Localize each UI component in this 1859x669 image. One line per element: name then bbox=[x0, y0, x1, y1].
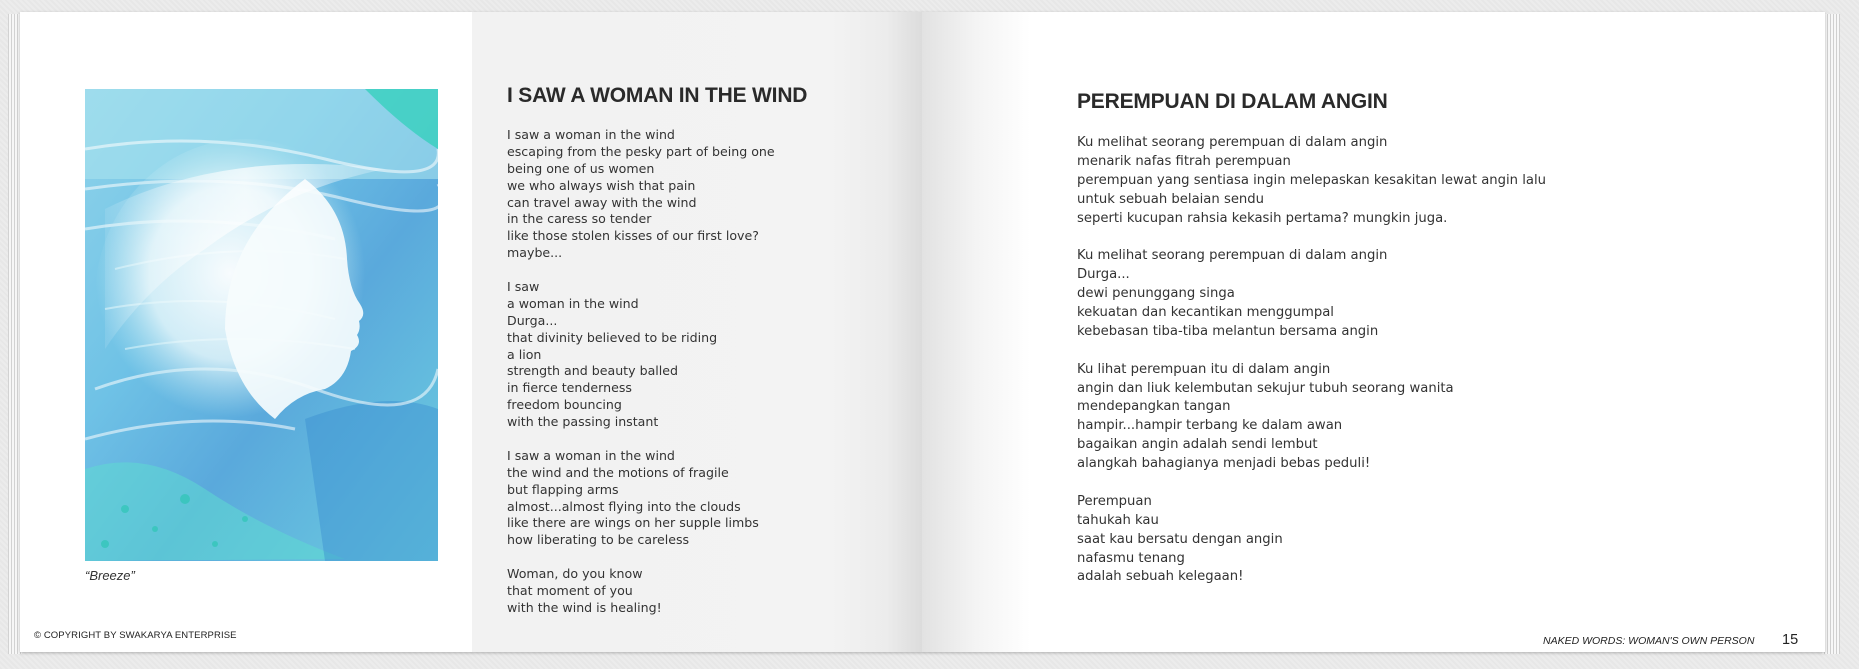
poem-stanza bbox=[507, 448, 775, 549]
poem-line: perempuan yang sentiasa ingin melepaskan kesakitan lewat angin lalu bbox=[1077, 172, 1546, 188]
poem-line: Ku melihat seorang perempuan di dalam angin bbox=[1077, 248, 1388, 264]
malay-poem bbox=[1077, 134, 1546, 606]
poem-line: Ku melihat seorang perempuan di dalam angin bbox=[1077, 135, 1388, 150]
poem-line: almost...almost flying into the clouds bbox=[507, 498, 741, 514]
poem-line: escaping from the pesky part of being one bbox=[507, 143, 775, 159]
poem-line: seperti kucupan rahsia kekasih pertama? mungkin juga. bbox=[1077, 210, 1448, 226]
poem-line: being one of us women bbox=[507, 160, 655, 176]
poem-line: that divinity believed to be riding bbox=[507, 329, 718, 345]
poem-line: with the passing instant bbox=[507, 414, 659, 430]
poem-stanza bbox=[1077, 493, 1546, 587]
poem-stanza bbox=[507, 279, 775, 431]
poem-line: freedom bouncing bbox=[507, 397, 622, 413]
poem-line: maybe... bbox=[507, 245, 563, 261]
poem-line: how liberating to be careless bbox=[507, 532, 690, 548]
english-poem-title: I SAW A WOMAN IN THE WIND bbox=[507, 84, 808, 107]
poem-line: like those stolen kisses of our first love? bbox=[507, 228, 759, 244]
poem-line: Durga... bbox=[507, 312, 558, 328]
poem-line: bagaikan angin adalah sendi lembut bbox=[1077, 437, 1318, 453]
copyright-notice: © COPYRIGHT BY SWAKARYA ENTERPRISE bbox=[34, 630, 237, 641]
poem-line: the wind and the motions of fragile bbox=[507, 464, 729, 480]
poem-line: saat kau bersatu dengan angin bbox=[1077, 531, 1283, 547]
poem-line: Perempuan bbox=[1077, 493, 1152, 509]
poem-line: kekuatan dan kecantikan menggumpal bbox=[1077, 305, 1334, 321]
artwork-caption: “Breeze” bbox=[85, 568, 135, 583]
english-poem bbox=[507, 127, 775, 634]
open-book-spread bbox=[20, 12, 1825, 652]
poem-line: I saw a woman in the wind bbox=[507, 127, 675, 142]
poem-line: adalah sebuah kelegaan! bbox=[1077, 569, 1244, 585]
poem-line: alangkah bahagianya menjadi bebas peduli! bbox=[1077, 456, 1371, 472]
poem-line: strength and beauty balled bbox=[507, 363, 679, 379]
poem-line: but flapping arms bbox=[507, 481, 619, 497]
poem-line: that moment of you bbox=[507, 583, 633, 599]
poem-line: kebebasan tiba-tiba melantun bersama angin bbox=[1077, 323, 1379, 339]
poem-stanza bbox=[507, 566, 775, 617]
poem-line: I saw bbox=[507, 279, 540, 295]
page-number: 15 bbox=[1782, 632, 1799, 648]
malay-poem-title: PEREMPUAN DI DALAM ANGIN bbox=[1077, 90, 1388, 113]
poem-line: I saw a woman in the wind bbox=[507, 447, 675, 463]
poem-line: with the wind is healing! bbox=[507, 599, 662, 615]
poem-stanza bbox=[1077, 247, 1546, 341]
poem-line: like there are wings on her supple limbs bbox=[507, 515, 759, 531]
poem-line: menarik nafas fitrah perempuan bbox=[1077, 153, 1291, 169]
poem-line: in fierce tenderness bbox=[507, 380, 632, 396]
poem-line: dewi penunggang singa bbox=[1077, 286, 1235, 302]
left-page[interactable] bbox=[20, 12, 922, 652]
poem-line: angin dan liuk kelembutan sekujur tubuh seorang wanita bbox=[1077, 380, 1454, 396]
poem-line: hampir...hampir terbang ke dalam awan bbox=[1077, 418, 1343, 434]
poem-line: a lion bbox=[507, 346, 542, 362]
poem-line: untuk sebuah belaian sendu bbox=[1077, 191, 1265, 207]
poem-line: can travel away with the wind bbox=[507, 194, 697, 210]
poem-line: nafasmu tenang bbox=[1077, 550, 1185, 566]
poem-line: mendepangkan tangan bbox=[1077, 399, 1231, 415]
poem-line: Durga... bbox=[1077, 267, 1130, 283]
book-title-footer: NAKED WORDS: WOMAN'S OWN PERSON bbox=[1543, 635, 1755, 647]
poem-line: in the caress so tender bbox=[507, 211, 652, 227]
poem-line: Woman, do you know bbox=[507, 566, 643, 582]
poem-line: Ku lihat perempuan itu di dalam angin bbox=[1077, 361, 1331, 377]
breeze-painting bbox=[85, 89, 438, 561]
poem-stanza bbox=[1077, 134, 1546, 228]
poem-line: tahukah kau bbox=[1077, 512, 1159, 528]
poem-stanza bbox=[1077, 361, 1546, 474]
poem-line: a woman in the wind bbox=[507, 295, 639, 311]
poem-line: we who always wish that pain bbox=[507, 177, 696, 193]
poem-stanza bbox=[507, 127, 775, 262]
